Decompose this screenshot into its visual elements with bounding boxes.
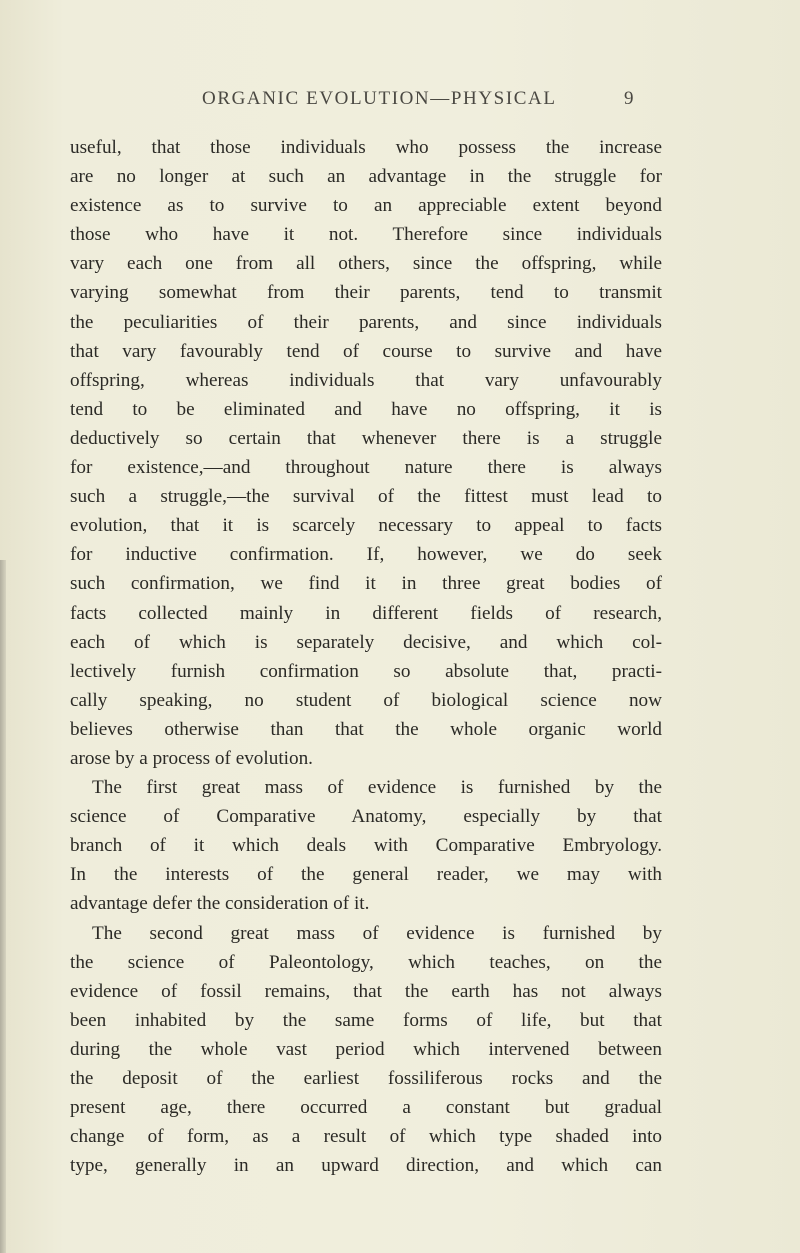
text-line: that vary favourably tend of course to survive and have <box>70 340 662 362</box>
page-number: 9 <box>624 88 634 109</box>
text-line: type, generally in an upward direction, and which can <box>70 1155 662 1177</box>
text-line: are no longer at such an advantage in the struggle for <box>70 166 662 188</box>
text-line: useful, that those individuals who possess the increase <box>70 137 662 158</box>
text-line: lectively furnish confirmation so absolute that, practi- <box>70 660 662 682</box>
text-line: offspring, whereas individuals that vary unfavourably <box>70 369 662 391</box>
text-line: deductively so certain that whenever there is a struggle <box>70 427 662 449</box>
text-line: cally speaking, no student of biological science now <box>70 689 662 711</box>
text-line: science of Comparative Anatomy, especially by that <box>70 806 662 828</box>
text-line: evidence of fossil remains, that the earth has not always <box>70 980 662 1002</box>
text-line: branch of it which deals with Comparative Embryology. <box>70 835 662 857</box>
text-line: the peculiarities of their parents, and since individuals <box>70 311 662 333</box>
text-line: In the interests of the general reader, we may with <box>70 864 662 886</box>
text-line: present age, there occurred a constant but gradual <box>70 1097 662 1119</box>
page-edge-shadow <box>0 560 6 1253</box>
text-line: The first great mass of evidence is furnished by the <box>92 777 662 799</box>
text-line: existence as to survive to an appreciable extent beyond <box>70 195 662 217</box>
text-line: change of form, as a result of which type shaded into <box>70 1126 662 1148</box>
body-text <box>70 133 662 1180</box>
text-line: such confirmation, we find it in three great bodies of <box>70 573 662 595</box>
text-line: evolution, that it is scarcely necessary to appeal to facts <box>70 515 662 537</box>
text-line: for inductive confirmation. If, however, we do seek <box>70 544 662 566</box>
text-line: facts collected mainly in different fields of research, <box>70 602 662 624</box>
text-line: the deposit of the earliest fossiliferous rocks and the <box>70 1068 662 1089</box>
text-line: advantage defer the consideration of it. <box>70 893 370 915</box>
text-line: those who have it not. Therefore since individuals <box>70 224 662 246</box>
text-line: during the whole vast period which intervened between <box>70 1038 662 1060</box>
text-line: believes otherwise than that the whole organic world <box>70 718 662 740</box>
text-line: The second great mass of evidence is furnished by <box>92 922 662 944</box>
text-line: vary each one from all others, since the offspring, while <box>70 253 662 275</box>
text-line: varying somewhat from their parents, tend to transmit <box>70 282 662 304</box>
text-line: arose by a process of evolution. <box>70 747 313 769</box>
text-line: tend to be eliminated and have no offspring, it is <box>70 398 662 420</box>
text-line: such a struggle,—the survival of the fittest must lead to <box>70 486 662 508</box>
text-line: for existence,—and throughout nature there is always <box>70 457 662 479</box>
text-line: each of which is separately decisive, and which col- <box>70 631 662 653</box>
text-line: the science of Paleontology, which teaches, on the <box>70 951 662 973</box>
text-line: been inhabited by the same forms of life, but that <box>70 1009 662 1031</box>
running-head: ORGANIC EVOLUTION—PHYSICAL <box>202 88 557 109</box>
